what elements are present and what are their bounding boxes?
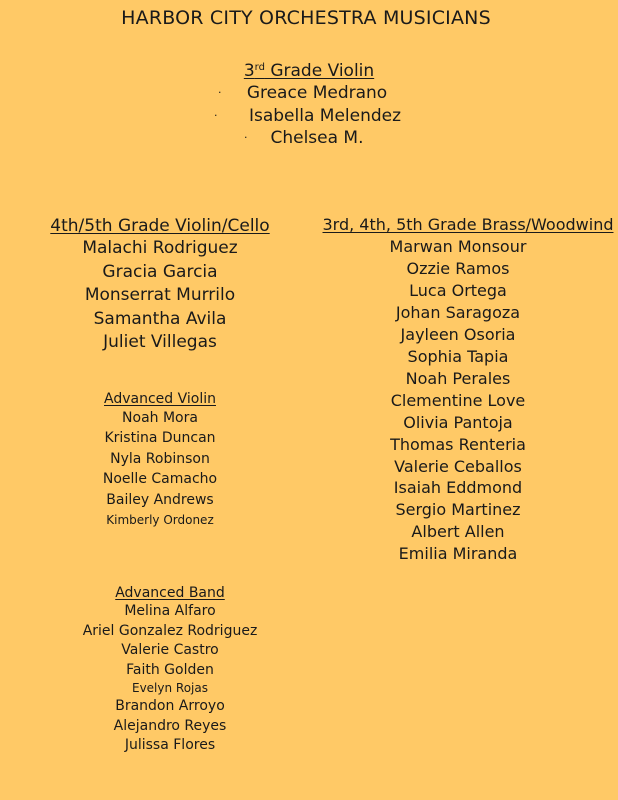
page-title: HARBOR CITY ORCHESTRA MUSICIANS bbox=[121, 7, 491, 29]
list-item: Gracia Garcia bbox=[102, 261, 218, 282]
brass-woodwind-list bbox=[298, 236, 618, 565]
bullet-icon: · bbox=[244, 131, 248, 144]
list-item bbox=[0, 127, 618, 150]
grade3-heading-number: 3 bbox=[243, 61, 255, 81]
list-item: Sergio Martinez bbox=[395, 500, 521, 520]
list-item: Kristina Duncan bbox=[104, 430, 216, 447]
list-item: Ariel Gonzalez Rodriguez bbox=[82, 622, 258, 639]
list-item: Faith Golden bbox=[126, 661, 214, 678]
list-item: Nyla Robinson bbox=[110, 450, 210, 467]
grade45-violin-cello-section bbox=[20, 215, 300, 355]
list-item: Isaiah Eddmond bbox=[393, 478, 523, 498]
list-item: Valerie Ceballos bbox=[394, 456, 522, 476]
brass-woodwind-section bbox=[298, 214, 618, 565]
list-item: Monserrat Murrilo bbox=[84, 285, 236, 305]
list-item: Evelyn Rojas bbox=[131, 681, 208, 695]
bullet-icon: · bbox=[218, 86, 222, 99]
list-item: Kimberly Ordonez bbox=[106, 513, 214, 528]
bullet-icon: · bbox=[214, 108, 218, 122]
grade3-heading-superscript: rd bbox=[254, 62, 265, 73]
list-item: Albert Allen bbox=[411, 522, 505, 542]
list-item bbox=[0, 105, 618, 128]
advanced-band-list bbox=[30, 602, 310, 756]
list-item: Jayleen Osoria bbox=[400, 324, 516, 344]
list-item: Valerie Castro bbox=[121, 642, 219, 658]
list-item: Johan Saragoza bbox=[395, 302, 521, 322]
list-item: Olivia Pantoja bbox=[403, 412, 513, 432]
advanced-band-heading: Advanced Band bbox=[115, 585, 225, 601]
list-item: Juliet Villegas bbox=[103, 332, 217, 352]
grade45-violin-cello-list bbox=[20, 237, 300, 355]
list-item: Samantha Avila bbox=[93, 308, 227, 329]
list-item: Luca Ortega bbox=[409, 280, 507, 300]
grade45-violin-cello-heading: 4th/5th Grade Violin/Cello bbox=[50, 216, 270, 236]
list-item: Alejandro Reyes bbox=[113, 717, 227, 734]
grade3-violin-heading bbox=[0, 60, 618, 82]
grade3-violin-list bbox=[0, 82, 618, 150]
list-item bbox=[0, 82, 618, 105]
list-item: Bailey Andrews bbox=[106, 491, 214, 508]
list-item: Melina Alfaro bbox=[124, 603, 216, 619]
brass-woodwind-heading: 3rd, 4th, 5th Grade Brass/Woodwind bbox=[322, 215, 614, 234]
list-item: Marwan Monsour bbox=[389, 237, 527, 256]
advanced-band-section bbox=[30, 585, 310, 756]
list-item: Brandon Arroyo bbox=[115, 698, 225, 714]
grade3-violin-section bbox=[0, 60, 618, 150]
list-item: Malachi Rodriguez bbox=[82, 238, 238, 258]
advanced-violin-heading: Advanced Violin bbox=[104, 391, 216, 407]
list-item: Noelle Camacho bbox=[102, 471, 218, 488]
grade3-heading-text: Grade Violin bbox=[264, 61, 375, 81]
list-item: Julissa Flores bbox=[124, 737, 216, 753]
list-item: Sophia Tapia bbox=[407, 346, 509, 366]
list-item: Noah Perales bbox=[405, 368, 511, 388]
musician-name: Greace Medrano bbox=[246, 83, 388, 103]
advanced-violin-list bbox=[20, 408, 300, 530]
list-item: Ozzie Ramos bbox=[406, 258, 510, 278]
list-item: Emilia Miranda bbox=[398, 544, 518, 564]
musician-name: Isabella Melendez bbox=[248, 105, 402, 126]
musician-name: Chelsea M. bbox=[270, 128, 364, 148]
advanced-violin-section bbox=[20, 390, 300, 530]
list-item: Noah Mora bbox=[122, 410, 198, 426]
list-item: Clementine Love bbox=[390, 390, 526, 410]
list-item: Thomas Renteria bbox=[390, 434, 526, 454]
